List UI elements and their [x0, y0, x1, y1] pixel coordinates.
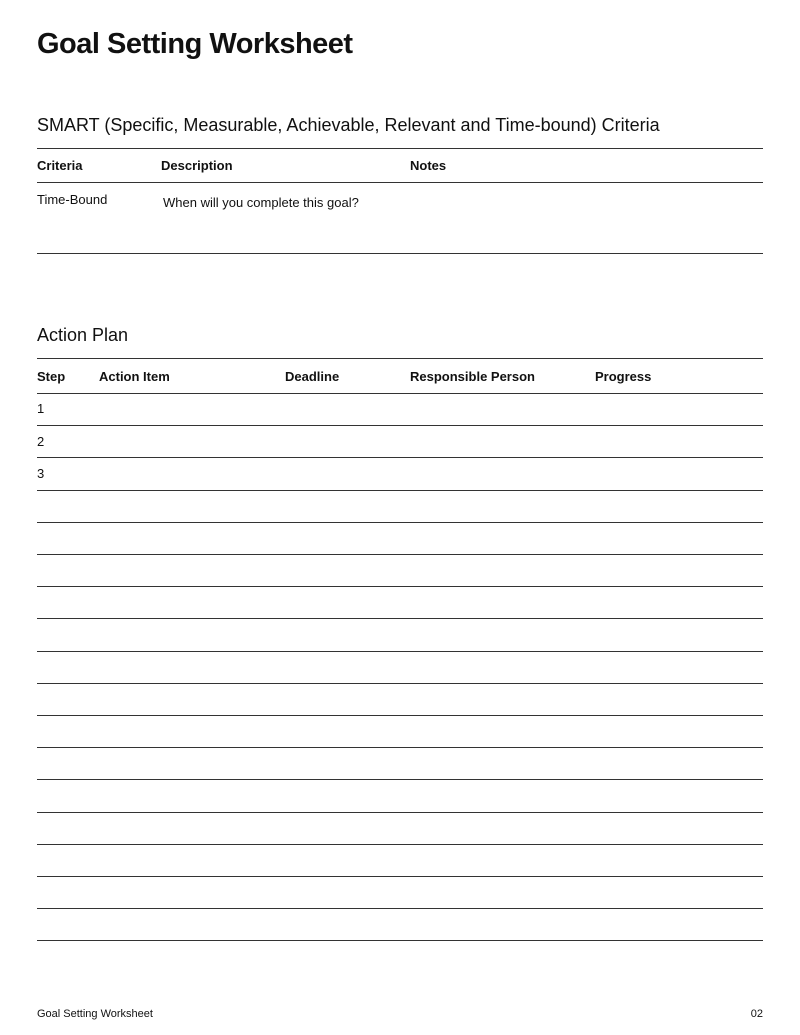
divider [37, 182, 763, 183]
table-row-divider [37, 586, 763, 587]
step-number: 1 [37, 401, 45, 416]
table-row-divider [37, 618, 763, 619]
table-row-divider [37, 425, 763, 426]
page-number: 02 [750, 1008, 763, 1020]
table-row-divider [37, 779, 763, 780]
table-row-divider [37, 715, 763, 716]
header-notes: Notes [410, 158, 447, 173]
footer-title: Goal Setting Worksheet [37, 1008, 153, 1020]
table-row-divider [37, 683, 763, 684]
step-number: 2 [37, 434, 45, 449]
table-row-divider [37, 908, 763, 909]
step-number: 3 [37, 466, 45, 481]
action-plan-heading: Action Plan [37, 325, 129, 345]
divider [37, 148, 763, 149]
table-row-divider [37, 457, 763, 458]
table-row-divider [37, 812, 763, 813]
header-criteria: Criteria [37, 158, 83, 173]
table-row-divider [37, 940, 763, 941]
divider [37, 358, 763, 359]
table-row-divider [37, 522, 763, 523]
header-progress: Progress [595, 369, 652, 384]
table-row-divider [37, 554, 763, 555]
table-row-divider [37, 747, 763, 748]
criteria-cell: Time-Bound [37, 192, 108, 207]
table-row-divider [37, 393, 763, 394]
header-description: Description [161, 158, 233, 173]
table-row-divider [37, 651, 763, 652]
header-responsible-person: Responsible Person [410, 369, 535, 384]
description-cell: When will you complete this goal? [163, 195, 359, 210]
header-deadline: Deadline [285, 369, 340, 384]
page-title: Goal Setting Worksheet [37, 28, 353, 60]
divider [37, 253, 763, 254]
header-step: Step [37, 369, 66, 384]
table-row-divider [37, 876, 763, 877]
table-row-divider [37, 490, 763, 491]
smart-heading: SMART (Specific, Measurable, Achievable, Relevant and Time-bound) Criteria [37, 115, 660, 135]
header-action-item: Action Item [99, 369, 170, 384]
table-row-divider [37, 844, 763, 845]
